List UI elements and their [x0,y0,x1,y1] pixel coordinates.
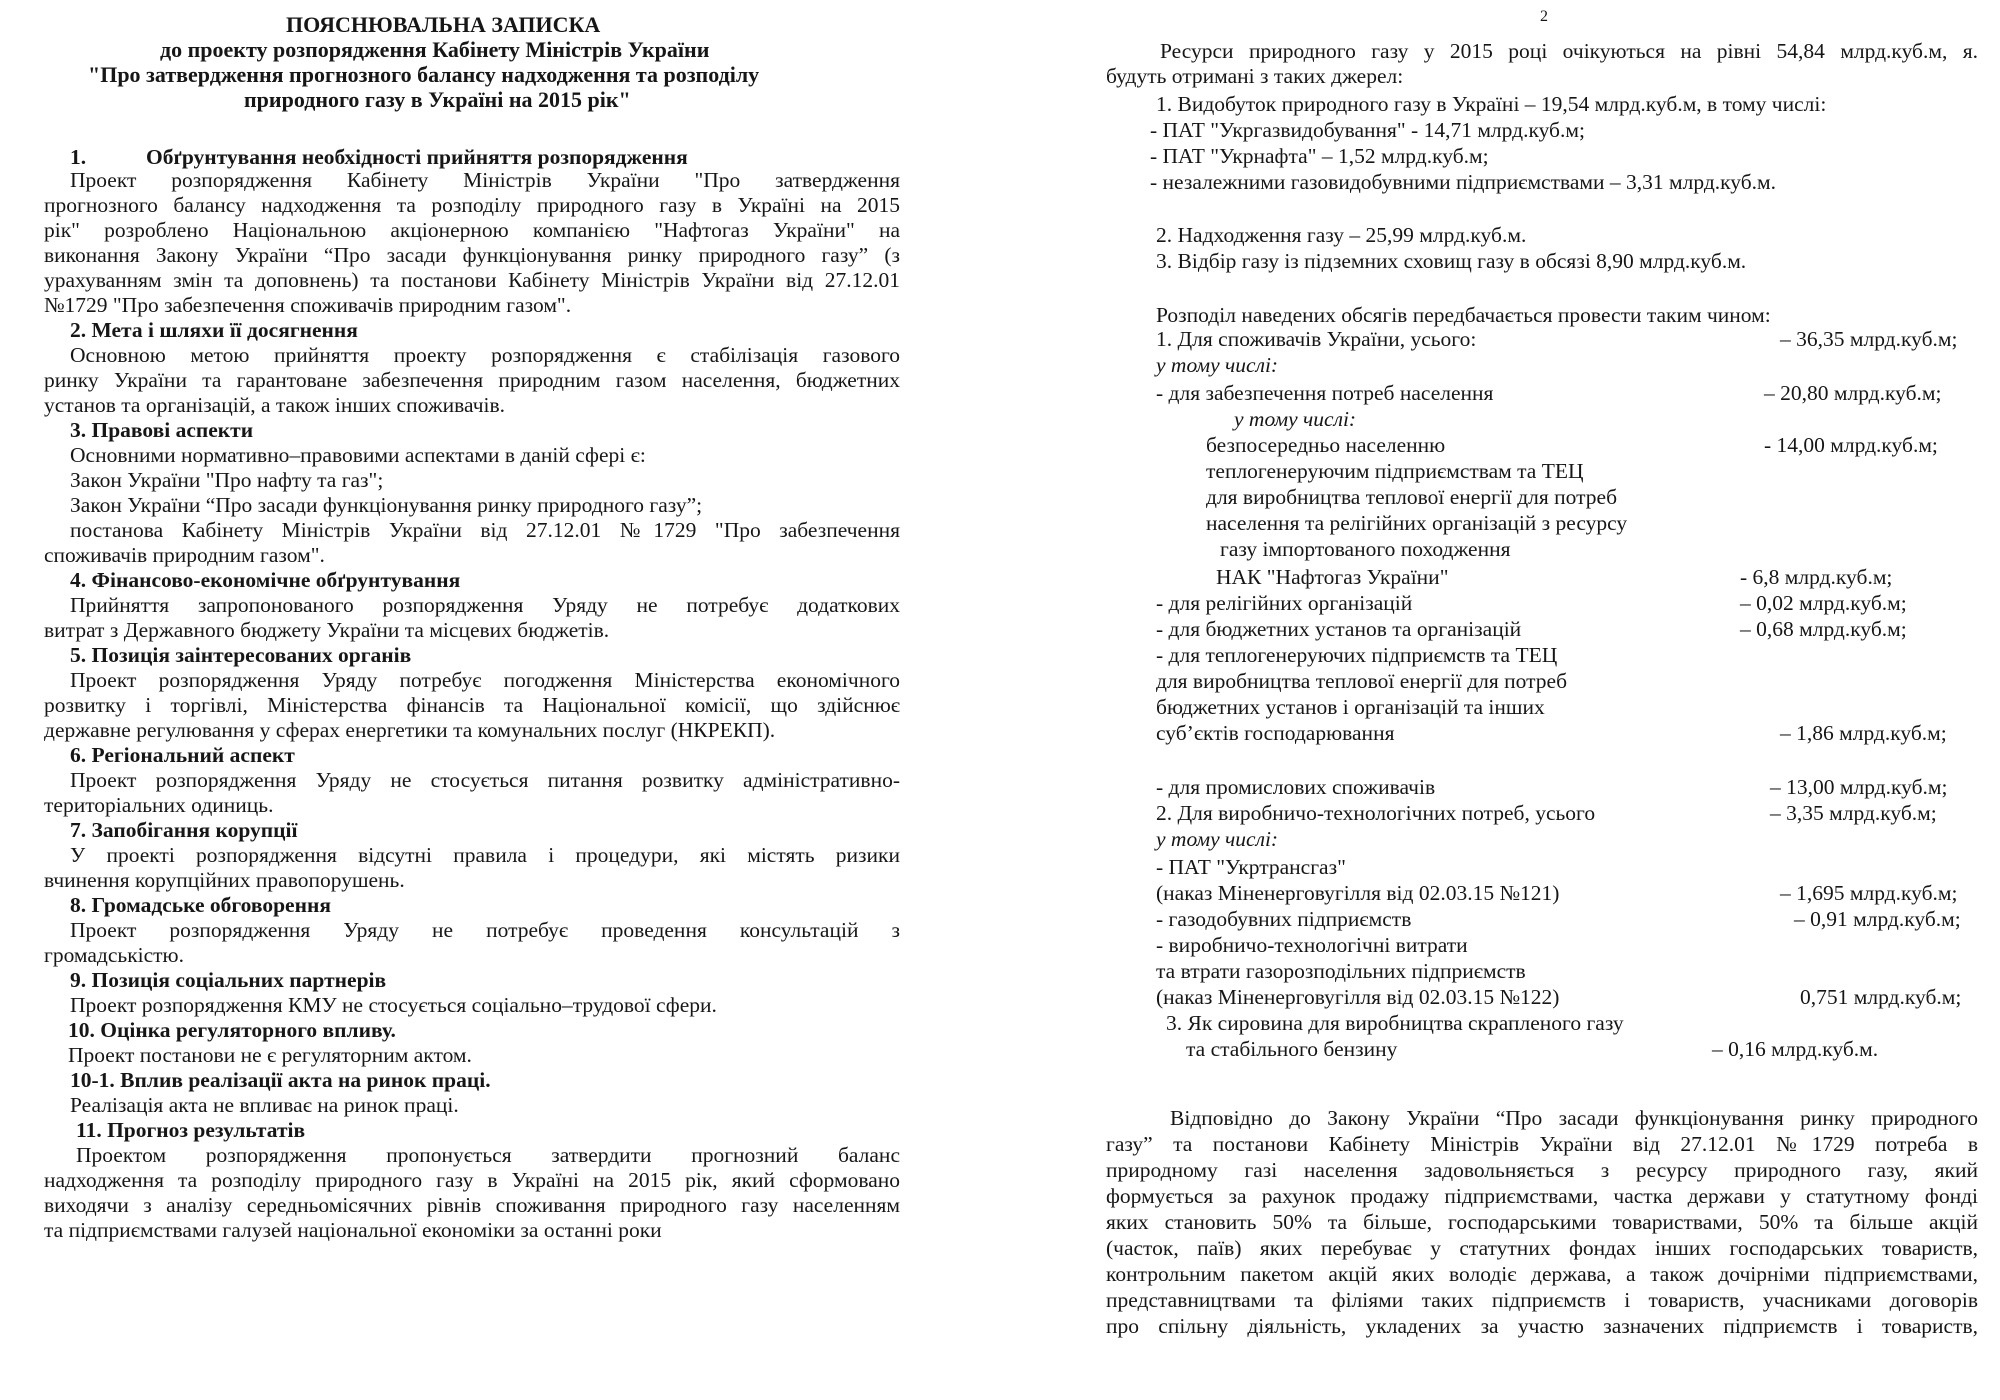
intro-line: Ресурси природного газу у 2015 році очікуються на рівні 54,84 млрд.куб.м, я. [1160,39,1978,63]
section-8-heading: 8. Громадське обговорення [70,893,331,917]
section-9-line: Проект розпорядження КМУ не стосується соціально–трудової сфери. [70,993,717,1017]
section-9-heading: 9. Позиція соціальних партнерів [70,968,387,992]
closing-line: Відповідно до Закону України “Про засади функціонування ринку природного [1170,1106,1978,1130]
section-2-line: ринку України та гарантоване забезпечення природним газом населення, бюджетних [44,368,900,392]
section-1-line: Проект розпорядження Кабінету Міністрів України "Про затвердження [70,168,900,192]
closing-line: (часток, паїв) яких перебуває у статутних фондах інших господарських товариств, [1106,1236,1978,1260]
source-line: 1. Видобуток природного газу в Україні – 19,54 млрд.куб.м, в тому числі: [1156,92,1827,116]
section-6-heading: 6. Регіональний аспект [70,743,295,767]
section-3-line: споживачів природним газом". [44,543,325,567]
dist-row-value: – 0,16 млрд.куб.м. [1712,1037,1879,1061]
dist-row-label: та втрати газорозподільних підприємств [1156,959,1526,983]
distribution-intro: Розподіл наведених обсягів передбачається провести таким чином: [1156,303,1771,327]
dist-row-label: та стабільного бензину [1186,1037,1398,1061]
section-1-line: урахуванням змін та доповнень) та постанови Кабінету Міністрів України від 27.12.01 [44,268,900,292]
section-3-line: Закон України "Про нафту та газ"; [70,468,384,492]
page-number: 2 [1540,8,1548,25]
dist-row-label: - для релігійних організацій [1156,591,1413,615]
section-3-line: Основними нормативно–правовими аспектами в даній сфері є: [70,443,646,467]
dist-row-value: – 13,00 млрд.куб.м; [1770,775,1948,799]
dist-row-label: НАК "Нафтогаз України" [1216,565,1449,589]
dist-row-value: – 36,35 млрд.куб.м; [1780,327,1958,351]
section-3-heading: 3. Правові аспекти [70,418,254,442]
section-2-heading: 2. Мета і шляхи її досягнення [70,318,358,342]
closing-line: контрольним пакетом акцій яких володіє держава, а також дочірніми підприємствами, [1106,1262,1978,1286]
dist-row-label: (наказ Міненерговугілля від 02.03.15 №121) [1156,881,1560,905]
section-1-line: виконання Закону України “Про засади функціонування ринку природного газу” (з [44,243,900,267]
closing-line: представництвами та філіями таких підприємств і товариств, учасниками договорів [1106,1288,1978,1312]
section-4-heading: 4. Фінансово-економічне обґрунтування [70,568,461,592]
dist-row-value: – 1,86 млрд.куб.м; [1780,721,1947,745]
section-4-line: витрат з Державного бюджету України та місцевих бюджетів. [44,618,610,642]
closing-line: газу” та постанови Кабінету Міністрів України від 27.12.01 №1729 потреба в [1106,1132,1978,1156]
section-6-line: територіальних одиниць. [44,793,274,817]
section-11-line: та підприємствами галузей національної економіки за останні роки [44,1218,662,1242]
section-4-line: Прийняття запропонованого розпорядження Уряду не потребує додаткових [70,593,900,617]
section-1-line: прогнозного балансу надходження та розподілу природного газу в Україні на 2015 [44,193,900,217]
section-1-heading: Обґрунтування необхідності прийняття розпорядження [146,145,688,169]
closing-line: про спільну діяльність, укладених за участю зазначених підприємств і товариств, [1106,1314,1978,1338]
dist-row-value: – 0,02 млрд.куб.м; [1740,591,1907,615]
section-1-number: 1. [70,145,87,169]
section-6-line: Проект розпорядження Уряду не стосується питання розвитку адміністративно- [70,768,900,792]
section-7-heading: 7. Запобігання корупції [70,818,298,842]
source-line: 3. Відбір газу із підземних сховищ газу в обсязі 8,90 млрд.куб.м. [1156,249,1747,273]
intro-line: будуть отримані з таких джерел: [1106,64,1404,88]
dist-row-value: 0,751 млрд.куб.м; [1800,985,1962,1009]
page-right [1000,0,2000,1400]
dist-row-label: безпосередньо населенню [1206,433,1446,457]
section-1-line: рік" розроблено Національною акціонерною компанією "Нафтогаз України" на [44,218,900,242]
dist-row-label: - для теплогенеруючих підприємств та ТЕЦ [1156,643,1558,667]
source-line: - ПАТ "Укргазвидобування" - 14,71 млрд.куб.м; [1150,118,1585,142]
source-line: - незалежними газовидобувними підприємствами – 3,31 млрд.куб.м. [1150,170,1777,194]
dist-row-label: для виробництва теплової енергії для потреб [1206,485,1618,509]
dist-row-label: (наказ Міненерговугілля від 02.03.15 №122) [1156,985,1560,1009]
dist-row-value: – 0,91 млрд.куб.м; [1794,907,1961,931]
doc-title: ПОЯСНЮВАЛЬНА ЗАПИСКА [286,12,601,37]
dist-row-label: у тому числі: [1234,407,1357,431]
section-10-1-line: Реалізація акта не впливає на ринок праці. [70,1093,459,1117]
dist-row-value: - 6,8 млрд.куб.м; [1740,565,1893,589]
section-3-line: Закон України “Про засади функціонування ринку природного газу”; [70,493,703,517]
dist-row-label: - для промислових споживачів [1156,775,1436,799]
dist-row-label: для виробництва теплової енергії для потреб [1156,669,1568,693]
section-5-line: Проект розпорядження Уряду потребує погодження Міністерства економічного [70,668,900,692]
doc-subtitle-2: "Про затвердження прогнозного балансу надходження та розподілу [88,62,760,87]
dist-row-label: бюджетних установ і організацій та інших [1156,695,1545,719]
section-5-line: державне регулювання у сферах енергетики та комунальних послуг (НКРЕКП). [44,718,776,742]
dist-row-label: - газодобувних підприємств [1156,907,1412,931]
dist-row-value: - 14,00 млрд.куб.м; [1764,433,1938,457]
section-10-line: Проект постанови не є регуляторним актом. [68,1043,472,1067]
doc-subtitle-3: природного газу в Україні на 2015 рік" [244,87,631,112]
section-3-line: постанова Кабінету Міністрів України від 27.12.01 №1729 "Про забезпечення [70,518,900,542]
dist-row-label: 3. Як сировина для виробництва скрапленого газу [1166,1011,1624,1035]
dist-row-value: – 3,35 млрд.куб.м; [1770,801,1937,825]
dist-row-label: населення та релігійних організацій з ресурсу [1206,511,1628,535]
section-5-line: розвитку і торгівлі, Міністерства фінансів та Національної комісії, що здійснює [44,693,900,717]
section-8-line: громадськістю. [44,943,184,967]
source-line: - ПАТ "Укрнафта" – 1,52 млрд.куб.м; [1150,144,1489,168]
section-7-line: У проекті розпорядження відсутні правила і процедури, які містять ризики [70,843,900,867]
dist-row-value: – 1,695 млрд.куб.м; [1780,881,1958,905]
section-10-heading: 10. Оцінка регуляторного впливу. [68,1018,396,1042]
dist-row-label: 1. Для споживачів України, усього: [1156,327,1477,351]
dist-row-value: – 0,68 млрд.куб.м; [1740,617,1907,641]
closing-line: формується за рахунок продажу підприємствами, частка держави у статутному фонді [1106,1184,1978,1208]
dist-row-label: - для бюджетних установ та організацій [1156,617,1522,641]
closing-line: природному газі населення задовольняється з ресурсу природного газу, який [1106,1158,1978,1182]
dist-row-value: – 20,80 млрд.куб.м; [1764,381,1942,405]
dist-row-label: у тому числі: [1156,353,1279,377]
section-11-line: виходячи з аналізу середньомісячних рівнів споживання природного газу населенням [44,1193,900,1217]
section-5-heading: 5. Позиція заінтересованих органів [70,643,412,667]
section-10-1-heading: 10-1. Вплив реалізації акта на ринок праці. [70,1068,491,1092]
section-7-line: вчинення корупційних правопорушень. [44,868,405,892]
dist-row-label: 2. Для виробничо-технологічних потреб, усього [1156,801,1596,825]
dist-row-label: теплогенеруючим підприємствам та ТЕЦ [1206,459,1584,483]
dist-row-label: у тому числі: [1156,827,1279,851]
dist-row-label: суб’єктів господарювання [1156,721,1395,745]
dist-row-label: - для забезпечення потреб населення [1156,381,1494,405]
section-11-heading: 11. Прогноз результатів [76,1118,306,1142]
doc-subtitle-1: до проекту розпорядження Кабінету Міністрів України [160,37,710,62]
section-11-line: Проектом розпорядження пропонується затвердити прогнозний баланс [76,1143,900,1167]
section-1-line: №1729 "Про забезпечення споживачів природним газом". [44,293,572,317]
dist-row-label: - виробничо-технологічні витрати [1156,933,1468,957]
section-2-line: Основною метою прийняття проекту розпорядження є стабілізація газового [70,343,900,367]
section-2-line: установ та організацій, а також інших споживачів. [44,393,506,417]
dist-row-label: газу імпортованого походження [1220,537,1511,561]
section-11-line: надходження та розподілу природного газу в Україні на 2015 рік, який сформовано [44,1168,900,1192]
dist-row-label: - ПАТ "Укртрансгаз" [1156,855,1346,879]
section-8-line: Проект розпорядження Уряду не потребує проведення консультацій з [70,918,900,942]
source-line: 2. Надходження газу – 25,99 млрд.куб.м. [1156,223,1527,247]
closing-line: яких становить 50% та більше, господарськими товариствами, 50% та більше акцій [1106,1210,1978,1234]
